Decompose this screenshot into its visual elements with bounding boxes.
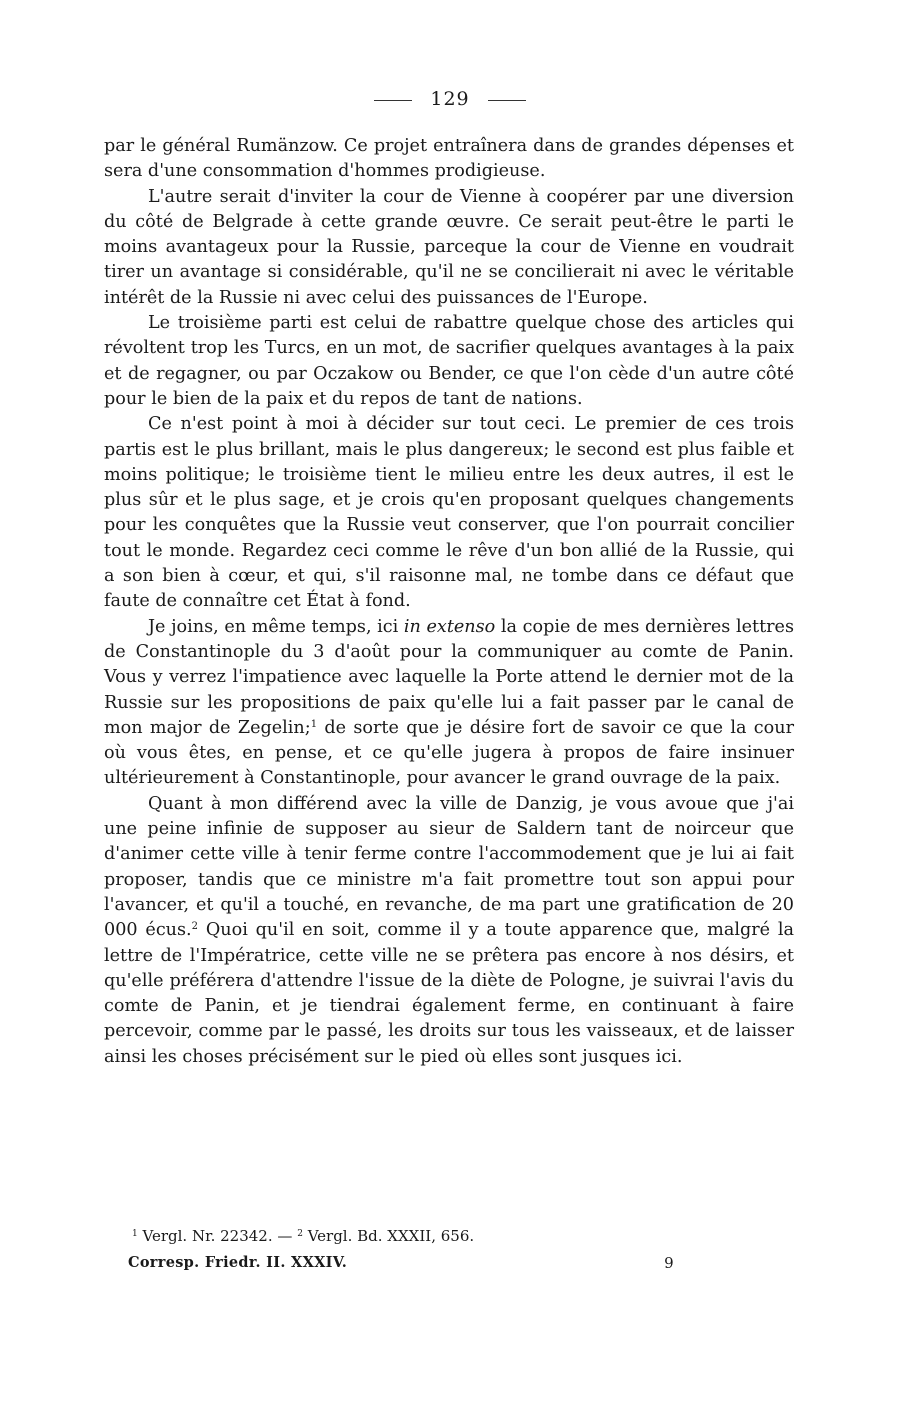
footnote-ref: 2	[191, 921, 199, 933]
sheet-number: 9	[664, 1254, 674, 1272]
paragraph: Ce n'est point à moi à décider sur tout ceci. Le premier de ces trois partis est le plus brillant, mais le plus dangereux; le second est plus faible et moins politique; le troisième tient le milieu entre les deux autres, il est le plus sûr et le plus sage, et je crois qu'en proposant quelques changements pour les conquêtes que la Russie veut conserver, que l'on pourrait concilier tout le monde. Regardez ceci comme le rêve d'un bon allié de la Russie, qui a son bien à cœur, et qui, s'il raisonne mal, ne tombe dans ce défaut que faute de connaître cet État à fond.	[104, 414, 794, 612]
signature-line	[128, 1252, 688, 1274]
paragraph-continued: par le général Rumänzow. Ce projet entraînera dans de grandes dépenses et sera d'une consommation d'hommes prodigieuse.	[104, 136, 794, 182]
footnote-text: Vergl. Nr. 22342. —	[142, 1227, 293, 1245]
page-header	[0, 88, 900, 110]
italic-phrase: in extenso	[403, 616, 496, 637]
text-run: la copie de mes dernières lettres de Constantinople du 3 d'août pour la communiquer au comte de Panin. Vous y verrez l'impatience avec laquelle la Porte attend le dernier mot de la Russie sur les propositions de paix qu'elle lui a fait passer par le canal de mon major de Zegelin;	[104, 616, 794, 738]
text-run: Je joins, en même temps, ici	[148, 616, 404, 637]
body-text	[104, 134, 794, 1070]
footnotes	[132, 1224, 732, 1248]
signature-label: Corresp. Friedr. II. XXXIV.	[128, 1254, 348, 1271]
text-run: Quoi qu'il en soit, comme il y a toute apparence que, malgré la lettre de l'Impératrice, cette ville ne se prêtera pas encore à nos désirs, et qu'elle préférera d'attendre l'issue de la diète de Pologne, je suivrai l'avis du comte de Panin, et je tiendrai également ferme, en continuant à faire percevoir, comme par le passé, les droits sur tous les vaisseaux, et de laisser ainsi les choses précisément sur le pied où elles sont jusques ici.	[104, 920, 794, 1067]
text-run: de sorte que je désire fort de savoir ce que la cour où vous êtes, en pense, et ce qu'elle jugera à propos de faire insinuer ultérieurement à Constantinople, pour avancer le grand ouvrage de la paix.	[104, 717, 794, 789]
footnote-text: Vergl. Bd. XXXII, 656.	[307, 1227, 475, 1245]
footnote-mark: 1	[132, 1229, 138, 1239]
paragraph: Le troisième parti est celui de rabattre quelque chose des articles qui révoltent trop les Turcs, en un mot, de sacrifier quelques avantages à la paix et de regagner, ou par Oczakow ou Bender, ce que l'on cède d'un autre côté pour le bien de la paix et du repos de tant de nations.	[104, 313, 794, 409]
paragraph	[104, 792, 794, 1070]
paragraph: L'autre serait d'inviter la cour de Vienne à coopérer par une diversion du côté de Belgrade à cette grande œuvre. Ce serait peut-être le parti le moins avantageux pour la Russie, parceque la cour de Vienne en voudrait tirer un avantage si considérable, qu'il ne se concilierait ni avec le véritable intérêt de la Russie ni avec celui des puissances de l'Europe.	[104, 186, 794, 308]
page-number: 129	[430, 88, 470, 110]
paragraph	[104, 615, 794, 792]
footnote-ref: 1	[310, 718, 318, 730]
text-run: Quant à mon différend avec la ville de Danzig, je vous avoue que j'ai une peine infinie de supposer au sieur de Saldern tant de noirceur que d'animer cette ville à tenir ferme contre l'accommodement que je lui ai fait proposer, tandis que ce ministre m'a fait promettre tout son appui pour l'avancer, et qu'il a touché, en revanche, de ma part une gratification de 20 000 écus.	[104, 793, 794, 941]
header-rule-right	[488, 100, 526, 101]
footnote-mark: 2	[297, 1229, 303, 1239]
header-rule-left	[374, 100, 412, 101]
